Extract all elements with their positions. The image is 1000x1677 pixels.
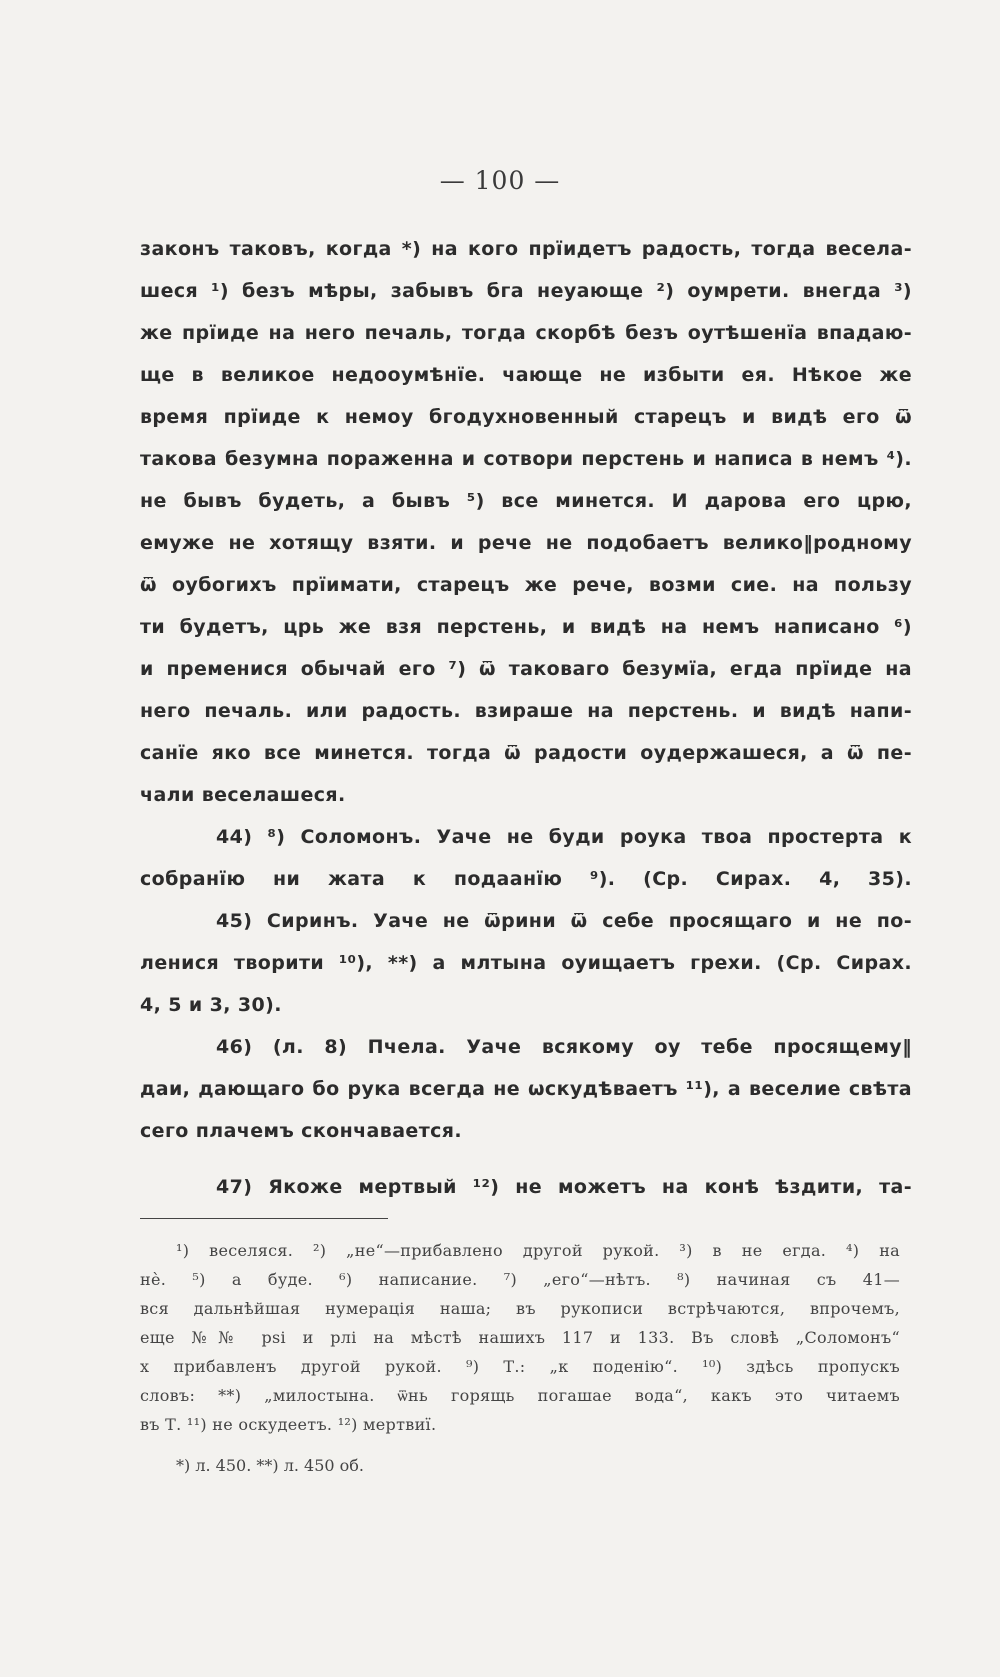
text-line: время прїиде к немоу бгодухновенный старецъ и видѣ его ѿ	[140, 406, 912, 428]
text-line: ленися творити ¹⁰), **) а млтына оуищаетъ грехи. (Ср. Сирах.	[140, 952, 912, 974]
text-line: собранїю ни жата к подаанїю ⁹). (Ср. Сирах. 4, 35).	[140, 868, 912, 890]
footnote-rule	[140, 1218, 388, 1219]
text-line: него печаль. или радость. взираше на перстень. и видѣ напи-	[140, 700, 912, 722]
footnote-line: въ Т. ¹¹) не оскудеетъ. ¹²) мертвиї.	[140, 1415, 437, 1434]
text-line: не бывъ будеть, а бывъ ⁵) все минется. И дарова его црю,	[140, 490, 912, 512]
paragraph-gap	[140, 1152, 912, 1166]
text-line: сего плачемъ скончавается.	[140, 1120, 462, 1142]
footnote-line: словъ: **) „милостына. ѿнь горящь погашае вода“, какъ это читаемъ	[140, 1386, 900, 1405]
text-line: 4, 5 и 3, 30).	[140, 994, 282, 1016]
text-line: законъ таковъ, когда *) на кого прїидетъ радость, тогда весела-	[140, 238, 912, 260]
main-text	[140, 228, 912, 1208]
folio-reference-note: *) л. 450. **) л. 450 об.	[176, 1456, 365, 1475]
footnote-line: вся дальнѣйшая нумерація наша; въ рукописи встрѣчаются, впрочемъ,	[140, 1299, 900, 1318]
text-line: шеся ¹) безъ мѣры, забывъ бга неуающе ²) оумрети. внегда ³)	[140, 280, 912, 302]
footnotes	[140, 1236, 900, 1480]
text-line: санїе яко все минется. тогда ѿ радости оудержашеся, а ѿ пе-	[140, 742, 912, 764]
text-line: ще в великое недооумѣнїе. чающе не избыти ея. Нѣкое же	[140, 364, 912, 386]
section-47-start: 47) Якоже мертвый ¹²) не можетъ на конѣ ѣздити, та-	[216, 1176, 912, 1198]
footnote-line: еще №№ рѕі и рлі на мѣстѣ нашихъ 117 и 133. Въ словѣ „Соломонъ“	[140, 1328, 900, 1347]
text-line: чали веселашеся.	[140, 784, 346, 806]
footnote-line: нѐ. ⁵) а буде. ⁶) написание. ⁷) „его“—нѣтъ. ⁸) начиная съ 41—	[140, 1270, 900, 1289]
section-46-start: 46) (л. 8) Пчела. Уаче всякому оу тебе просящему‖	[216, 1036, 912, 1058]
text-line: емуже не хотящу взяти. и рече не подобаетъ велико‖родному	[140, 532, 912, 554]
section-45-start: 45) Сиринъ. Уаче не ѿрини ѿ себе просящаго и не по-	[216, 910, 912, 932]
text-line: такова безумна пораженна и сотвори перстень и написа в немъ ⁴).	[140, 448, 912, 470]
text-line: ѿ оубогихъ прїимати, старецъ же рече, возми сие. на пользу	[140, 574, 912, 596]
section-44-start: 44) ⁸) Соломонъ. Уаче не буди роука твоа простерта к	[216, 826, 912, 848]
footnote-line: х прибавленъ другой рукой. ⁹) Т.: „к поденію“. ¹⁰) здѣсь пропускъ	[140, 1357, 900, 1376]
text-line: же прїиде на него печаль, тогда скорбѣ безъ оутѣшенїа впадаю-	[140, 322, 912, 344]
footnote-line: ¹) веселяся. ²) „не“—прибавлено другой рукой. ³) в не егда. ⁴) на	[176, 1241, 900, 1260]
page-number: — 100 —	[439, 166, 561, 195]
text-line: и пременися обычай его ⁷) ѿ таковаго безумїа, егда прїиде на	[140, 658, 912, 680]
text-line: даи, дающаго бо рука всегда не ѡскудѣваетъ ¹¹), а веселие свѣта	[140, 1078, 912, 1100]
text-line: ти будетъ, црь же взя перстень, и видѣ на немъ написано ⁶)	[140, 616, 912, 638]
